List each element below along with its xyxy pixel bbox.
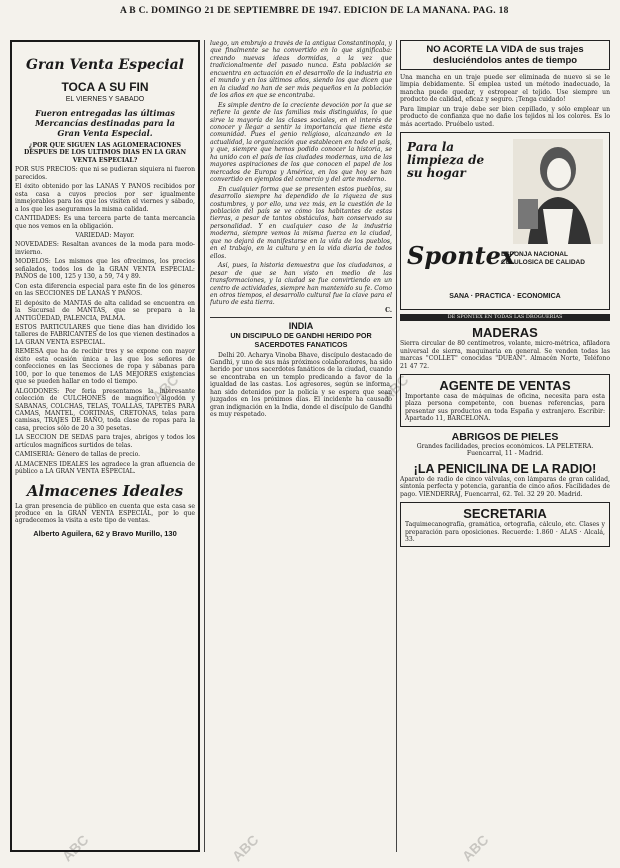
woman-illustration	[513, 139, 603, 244]
ad-paragraph: NOVEDADES: Resaltan avances de la moda para modo-invierno.	[15, 241, 195, 256]
abrigos-title: ABRIGOS DE PIELES	[451, 430, 559, 443]
ad-days: EL VIERNES Y SABADO	[65, 96, 145, 103]
ad-paragraph: LA SECCION DE SEDAS para trajes, abrigos y todos los artículos magníficos surtidos de telas.	[15, 434, 195, 449]
ad-script-line: Gran Venta Especial.	[57, 128, 153, 138]
page-header: A B C. DOMINGO 21 DE SEPTIEMBRE DE 1947. EDICION DE LA MAÑANA. PAG. 18	[120, 6, 509, 16]
ad-paragraph: CANTIDADES: Es una tercera parte de tanta mercancía que nos vemos en la obligación.	[15, 215, 195, 230]
spontex-brand: Spontex	[407, 241, 516, 271]
no-acorte-body: Una mancha en un traje puede ser eliminada de nuevo si se le limpia debidamente. Si emplea usted un método inadecuado, la mancha puede quedar, y estropear el tejido. Use siempre un producto de calidad, eficaz y seguro. ¡Tenga cuidado!	[400, 74, 610, 104]
spontex-footer: DE SPONTEX EN TODAS LAS DROGUERIAS	[400, 314, 610, 321]
secretaria-body: Taquimecanografía, gramática, ortografía, cálculo, etc. Clases y preparación para oposiciones. Recuerde: 1.860 · ALAS · Alcalá, 33.	[405, 521, 605, 543]
article-paragraph: luego, un embrujo a través de la antigua Constantinopla, y que finalmente se ha convertido en lo que significaba: creando nuevas ideas dormidas, a la vez que tradicionalmente del pasado nunca. Esta población se encuentra en actuación en el desarrollo de la industria en el mundo y en los últimos años, siendo los que dicen que en la ciudad no han de ser más pequeños en la población de los años en que se encontraba.	[210, 40, 392, 100]
spontex-ad	[400, 132, 610, 310]
article-signature: C.	[385, 306, 392, 314]
secretaria-ad	[400, 502, 610, 547]
almacenes-ideales-ad	[10, 40, 200, 852]
abrigos-body: Grandes facilidades, precios económicos. LA PELETERA. Fuencarral, 11 - Madrid.	[416, 442, 594, 458]
ad-paragraph: ALMACENES IDEALES les agradece la gran afluencia de público a LA GRAN VENTA ESPECIAL.	[15, 460, 195, 476]
ad-title: Gran Venta Especial	[25, 57, 184, 73]
ad-paragraph: Con esta diferencia especial para este fin de los géneros en las SECCIONES DE LANAS Y PAÑOS.	[15, 282, 195, 298]
no-acorte-ad	[400, 40, 610, 70]
india-headline: UN DISCIPULO DE GANDHI HERIDO POR SACERDOTES FANATICOS	[230, 331, 372, 349]
column-rule	[204, 40, 205, 852]
maderas-title: MADERAS	[472, 325, 538, 341]
ad-paragraph: POR SUS PRECIOS: que ni se pudieran siquiera ni fueron parecidos.	[15, 166, 195, 181]
spontex-desc: ESPONJA NACIONAL CELULOSICA DE CALIDAD	[501, 251, 585, 267]
abc-watermark: ABC	[378, 371, 412, 405]
no-acorte-title: NO ACORTE LA VIDA de sus trajes desluciéndolos antes de tiempo	[426, 44, 584, 66]
ad-paragraph: El depósito de MANTAS de alta calidad se encuentra en la Sucursal de MANTAS, que se prepara a la ANTIGÜEDAD, PALENCIA, PALMA.	[15, 299, 195, 322]
ad-script-line: Mercancías destinadas para la	[35, 118, 175, 128]
agente-title: AGENTE DE VENTAS	[439, 377, 571, 393]
ad-paragraph: ALGODONES: Por feria presentamos la interesante colección de CULCHONES de magnífico algodón y SABANAS, COLCHAS, TELAS, TOALLAS, TAPETES PARA CAMAS, MANTEL, CORTINAS, CRETONAS, telas para camisas, TRAJES DE BAÑO, toda clase de ropas para la casa, precios sólo de 20 a 30 pesetas.	[15, 387, 195, 432]
ad-paragraph: REMESA que ha de recibir tres y se expone con mayor éxito esta ocasión única a las que los señores de confecciones en las Secciones de ropa y sábanas para 100, por lo que tenemos de LAS MEJORES existencias que se pueden hallar en todo el tiempo.	[15, 348, 195, 386]
abc-watermark: ABC	[458, 831, 492, 865]
column-rule	[396, 40, 397, 852]
maderas-body: Sierra circular de 80 centímetros, volante, micro-métrica, afiladora universal de sierra, maquinaria en general. Se venden todas las marcas "COLLET" conocidas "DUEAN". Almacén Norte, Teléfono 21 47 72.	[400, 340, 610, 370]
penicilina-body: Aparato de radio de cinco válvulas, con lámparas de gran calidad, sintonía perfecta y potencia, garantía de cinco años. Facilidades de pago. VIENDERRAJ, Fuencarral, 62. Tel. 32 29 20. Madrid.	[400, 475, 610, 498]
abc-watermark: ABC	[228, 831, 262, 865]
divider	[210, 317, 392, 318]
ad-question: ¿POR QUE SIGUEN LAS AGLOMERACIONES DESPUES DE LOS ULTIMOS DIAS EN LA GRAN VENTA ESPECIAL?	[23, 142, 187, 164]
spontex-slogan: Para la limpieza de su hogar	[407, 140, 485, 181]
agente-body: Importante casa de máquinas de oficina, necesita para esta plaza persona competente, con buenas referencias, para presentar sus productos en toda España y extranjero. Escribir: Apartado 11, BARCELONA.	[405, 392, 605, 423]
agente-ad	[400, 374, 610, 427]
ad-paragraph: La gran presencia de público en cuenta que esta casa se produce en la GRAN VENTA ESPECIAL, por lo que agradecemos la visita a este tipo de ventas.	[15, 502, 195, 525]
secretaria-title: SECRETARIA	[463, 506, 547, 522]
no-acorte-body: Para limpiar un traje debe ser bien cepillado, y sólo emplear un producto de confianza que no dañe los tejidos ni los colores. Es lo más acertado. Pruébelo usted.	[400, 105, 610, 128]
india-body: Delhi 20. Acharya Vinoba Bhave, discípulo destacado de Gandhi, y uno de sus más próximos colaboradores, ha sido herido por unos sacerdotes fanáticos de la ciudad, cuando se encontraba en un templo predicando a favor de la igualdad de las castas. Los agresores, según se informa, han sido detenidos por la policía y se espera que sean juzgados en los próximos días. El incidente ha causado gran indignación en la India, donde el discípulo de Gandhi es muy respetado.	[210, 351, 392, 419]
article-paragraph: En cualquier forma que se presenten estos pueblos, su desarrollo siempre ha dependido de la riqueza de sus costumbres, y por ello, una vez más, en la cuestión de la población del país se ve cómo los habitantes de estas tierras, a pesar de tantos obstáculos, han conservado su personalidad. Y en cualquier caso de la industria moderna, siempre vemos la misma fuerza en la ciudad, que no dejará de manifestarse en la vida de los pueblos, en el trabajo, en la cultura y en la vida diaria de todos ellos.	[210, 185, 392, 260]
article-paragraph: Es simple dentro de la creciente devoción por la que se refiere la gente de las familias más distinguidas, lo que sirve la mayoría de las clases sociales, en el interés de conocer y llegar a sentir la importancia que tiene esta comunidad. Pues el genio religioso, alcanzando en la actualidad, la organización que establecen en todo el país, y que, siempre que hemos podido conocer la historia, se ha unido con el país de las ciudades modernas, una de las mayores aspiraciones de los que conocen el papel de los mercados de Europa y América, en los que hoy se han convertido en ejemplos del comercio y del arte moderno.	[210, 101, 392, 184]
article-paragraph: Así, pues, la historia demuestra que los ciudadanos, a pesar de que se han visto en medio de las transformaciones, y la ciudad se fue convirtiendo en un centro de actividades, siempre han mantenido su fe. Como en otros tiempos, el desarrollo cultural fue la clave para el futuro de esta tierra.	[210, 262, 392, 307]
abc-watermark: ABC	[58, 831, 92, 865]
ad-paragraph: ESTOS PARTICULARES que tiene días han dividido los talleres de FABRICANTES de los que vienen destinados a LA GRAN VENTA ESPECIAL.	[15, 323, 195, 346]
ad-paragraph: El éxito obtenido por las LANAS Y PAÑOS recibidos por esta casa a cuyos precios por ser igualmente inmejorables para los que los visiten el viernes y sábado, a los que les aseguramos la misma calidad.	[15, 183, 195, 213]
ad-script-line: Fueron entregadas las últimas	[35, 108, 175, 118]
penicilina-title: ¡LA PENICILINA DE LA RADIO!	[413, 461, 597, 476]
ad-toca: TOCA A SU FIN	[61, 80, 149, 94]
ad-address: Alberto Aguilera, 62 y Bravo Murillo, 130	[33, 528, 177, 538]
ad-paragraph: CAMISERIA: Género de tallas de precio.	[15, 451, 141, 459]
article-column	[210, 40, 392, 852]
abc-watermark: ABC	[148, 371, 182, 405]
ad-paragraph: VARIEDAD: Mayor.	[75, 231, 135, 239]
ad-brand: Almacenes Ideales	[26, 481, 184, 500]
classified-column	[400, 40, 610, 852]
ad-paragraph: MODELOS: Los mismos que les ofrecimos, los precios señalados, todos los de la GRAN VENTA ESPECIAL: PAÑOS de 100, 125 y 130, a 59, 74 y 89.	[15, 258, 195, 281]
india-section: INDIA	[288, 321, 314, 332]
spontex-tag: SANA · PRACTICA · ECONOMICA	[449, 293, 561, 301]
